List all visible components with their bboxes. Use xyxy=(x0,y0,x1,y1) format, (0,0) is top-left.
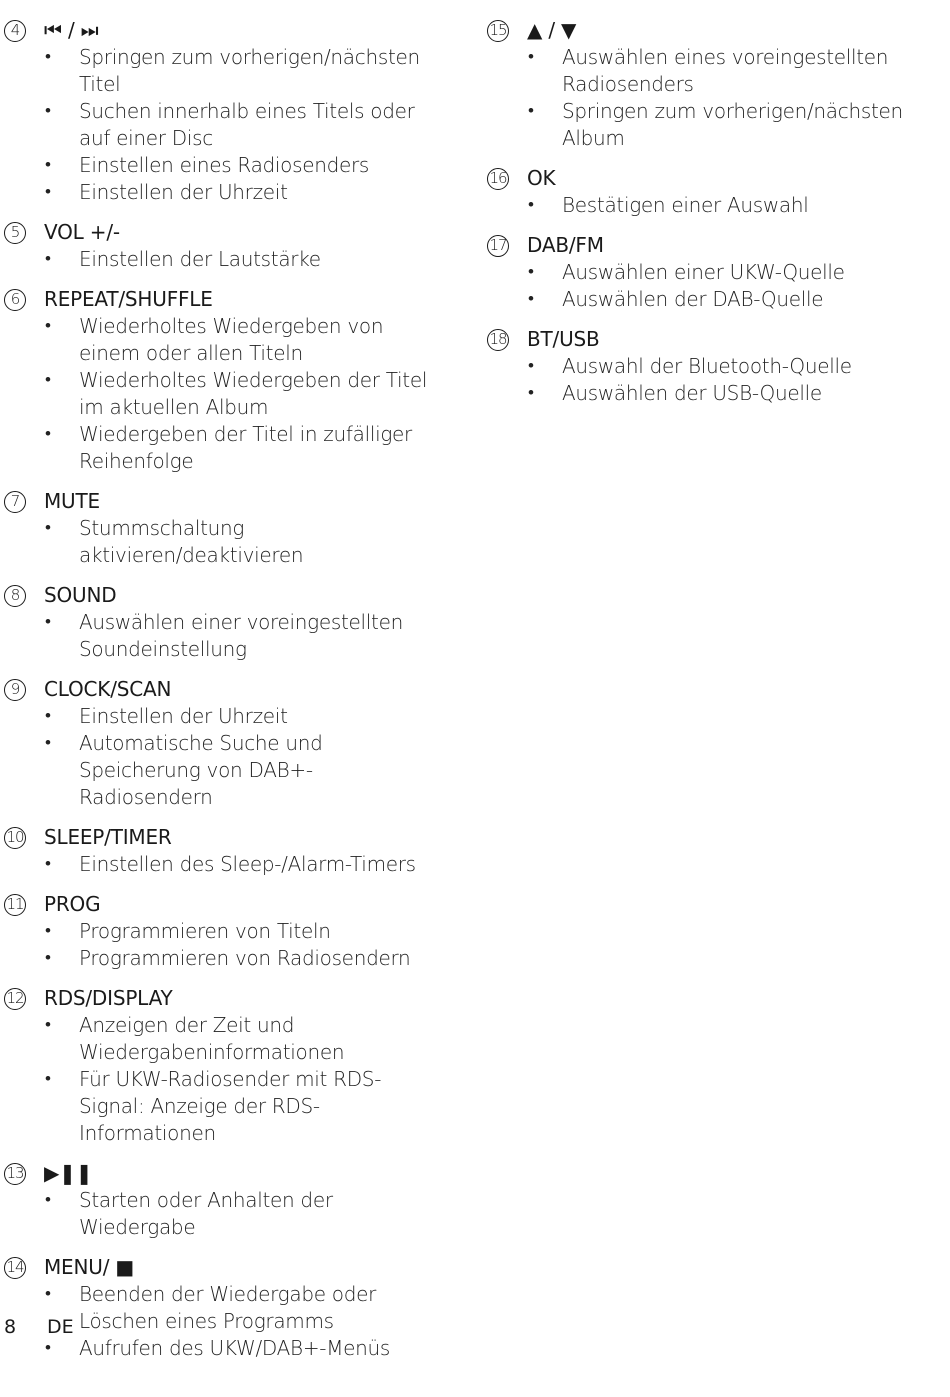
item-number-circle: 7 xyxy=(4,491,26,513)
function-list-item: • Auswahl der Bluetooth-Quelle xyxy=(487,353,927,380)
control-heading xyxy=(487,326,927,353)
function-list-item: • Stummschaltung aktivieren/deaktivieren xyxy=(4,515,444,569)
function-list xyxy=(4,44,444,206)
function-list xyxy=(4,1012,444,1147)
function-list-item: • Starten oder Anhalten der Wiedergabe xyxy=(4,1187,444,1241)
function-list-item: • Für UKW-Radiosender mit RDS-Signal: Anzeige der RDS-Informationen xyxy=(4,1066,444,1147)
control-heading xyxy=(4,286,444,313)
function-list-item: • Programmieren von Titeln xyxy=(4,918,444,945)
function-list-item: • Auswählen einer UKW-Quelle xyxy=(487,259,927,286)
item-number-circle: 11 xyxy=(4,894,26,916)
control-heading xyxy=(487,17,927,44)
control-title: OK xyxy=(527,166,556,190)
control-title: REPEAT/SHUFFLE xyxy=(44,287,213,311)
control-heading xyxy=(4,1160,444,1187)
item-number-circle: 9 xyxy=(4,679,26,701)
item-number-circle: 4 xyxy=(4,20,26,42)
item-number-circle: 14 xyxy=(4,1257,26,1279)
control-item xyxy=(487,165,927,219)
control-title: ▲ / ▼ xyxy=(527,18,577,42)
control-item xyxy=(487,326,927,407)
control-title: ▶❚❚ xyxy=(44,1161,93,1185)
control-heading xyxy=(4,17,444,44)
control-heading xyxy=(4,488,444,515)
function-list-item: • Wiedergeben der Titel in zufälliger Reihenfolge xyxy=(4,421,444,475)
function-list-item: • Auswählen eines voreingestellten Radiosenders xyxy=(487,44,927,98)
control-heading xyxy=(487,165,927,192)
item-number-circle: 18 xyxy=(487,329,509,351)
item-number-circle: 15 xyxy=(487,20,509,42)
control-heading xyxy=(4,1254,444,1281)
control-item xyxy=(487,232,927,313)
control-item xyxy=(4,17,444,206)
left-column xyxy=(4,17,444,1375)
function-list xyxy=(487,353,927,407)
item-number-circle: 6 xyxy=(4,289,26,311)
control-title: ⏮ / ⏭ xyxy=(44,18,99,42)
function-list xyxy=(4,918,444,972)
function-list xyxy=(487,192,927,219)
control-heading xyxy=(4,824,444,851)
item-number-circle: 17 xyxy=(487,235,509,257)
function-list-item: • Einstellen der Uhrzeit xyxy=(4,179,444,206)
function-list xyxy=(4,609,444,663)
control-title: MUTE xyxy=(44,489,100,513)
language-code: DE xyxy=(47,1316,74,1338)
item-number-circle: 10 xyxy=(4,827,26,849)
item-number-circle: 16 xyxy=(487,168,509,190)
control-item xyxy=(487,17,927,152)
control-item xyxy=(4,219,444,273)
function-list-item: • Bestätigen einer Auswahl xyxy=(487,192,927,219)
function-list xyxy=(4,851,444,878)
control-title: PROG xyxy=(44,892,101,916)
right-column xyxy=(487,17,927,420)
function-list-item: • Wiederholtes Wiedergeben der Titel im aktuellen Album xyxy=(4,367,444,421)
control-title: RDS/DISPLAY xyxy=(44,986,173,1010)
function-list xyxy=(4,1187,444,1241)
item-number-circle: 13 xyxy=(4,1163,26,1185)
control-title: SOUND xyxy=(44,583,117,607)
control-title: VOL +/- xyxy=(44,220,120,244)
function-list xyxy=(487,44,927,152)
function-list-item: • Auswählen der DAB-Quelle xyxy=(487,286,927,313)
control-item xyxy=(4,582,444,663)
function-list-item: • Springen zum vorherigen/nächsten Album xyxy=(487,98,927,152)
control-item xyxy=(4,676,444,811)
control-item xyxy=(4,1160,444,1241)
function-list-item: • Suchen innerhalb eines Titels oder auf einer Disc xyxy=(4,98,444,152)
control-title: DAB/FM xyxy=(527,233,604,257)
control-item xyxy=(4,824,444,878)
function-list-item: • Einstellen der Uhrzeit xyxy=(4,703,444,730)
function-list xyxy=(487,259,927,313)
control-heading xyxy=(4,219,444,246)
function-list-item: • Automatische Suche und Speicherung von DAB+-Radiosendern xyxy=(4,730,444,811)
control-heading xyxy=(4,891,444,918)
function-list-item: • Auswählen einer voreingestellten Soundeinstellung xyxy=(4,609,444,663)
item-number-circle: 12 xyxy=(4,988,26,1010)
page-number: 8 xyxy=(4,1316,17,1338)
function-list-item: • Aufrufen des UKW/DAB+-Menüs xyxy=(4,1335,444,1362)
control-title: CLOCK/SCAN xyxy=(44,677,172,701)
control-title: SLEEP/TIMER xyxy=(44,825,172,849)
function-list-item: • Wiederholtes Wiedergeben von einem oder allen Titeln xyxy=(4,313,444,367)
control-heading xyxy=(4,676,444,703)
control-item xyxy=(4,488,444,569)
function-list-item: • Auswählen der USB-Quelle xyxy=(487,380,927,407)
function-list-item: • Einstellen eines Radiosenders xyxy=(4,152,444,179)
function-list-item: • Einstellen der Lautstärke xyxy=(4,246,444,273)
control-item xyxy=(4,1254,444,1362)
function-list xyxy=(4,246,444,273)
function-list xyxy=(4,515,444,569)
control-heading xyxy=(487,232,927,259)
function-list xyxy=(4,313,444,475)
control-heading xyxy=(4,582,444,609)
function-list-item: • Programmieren von Radiosendern xyxy=(4,945,444,972)
function-list xyxy=(4,703,444,811)
control-item xyxy=(4,985,444,1147)
control-item xyxy=(4,286,444,475)
control-item xyxy=(4,891,444,972)
function-list-item: • Einstellen des Sleep-/Alarm-Timers xyxy=(4,851,444,878)
function-list-item: • Anzeigen der Zeit und Wiedergabeninformationen xyxy=(4,1012,444,1066)
control-title: MENU/ ■ xyxy=(44,1255,135,1279)
item-number-circle: 8 xyxy=(4,585,26,607)
control-heading xyxy=(4,985,444,1012)
item-number-circle: 5 xyxy=(4,222,26,244)
control-title: BT/USB xyxy=(527,327,600,351)
function-list-item: • Springen zum vorherigen/nächsten Titel xyxy=(4,44,444,98)
function-list-item: • Beenden der Wiedergabe oder Löschen eines Programms xyxy=(4,1281,444,1335)
